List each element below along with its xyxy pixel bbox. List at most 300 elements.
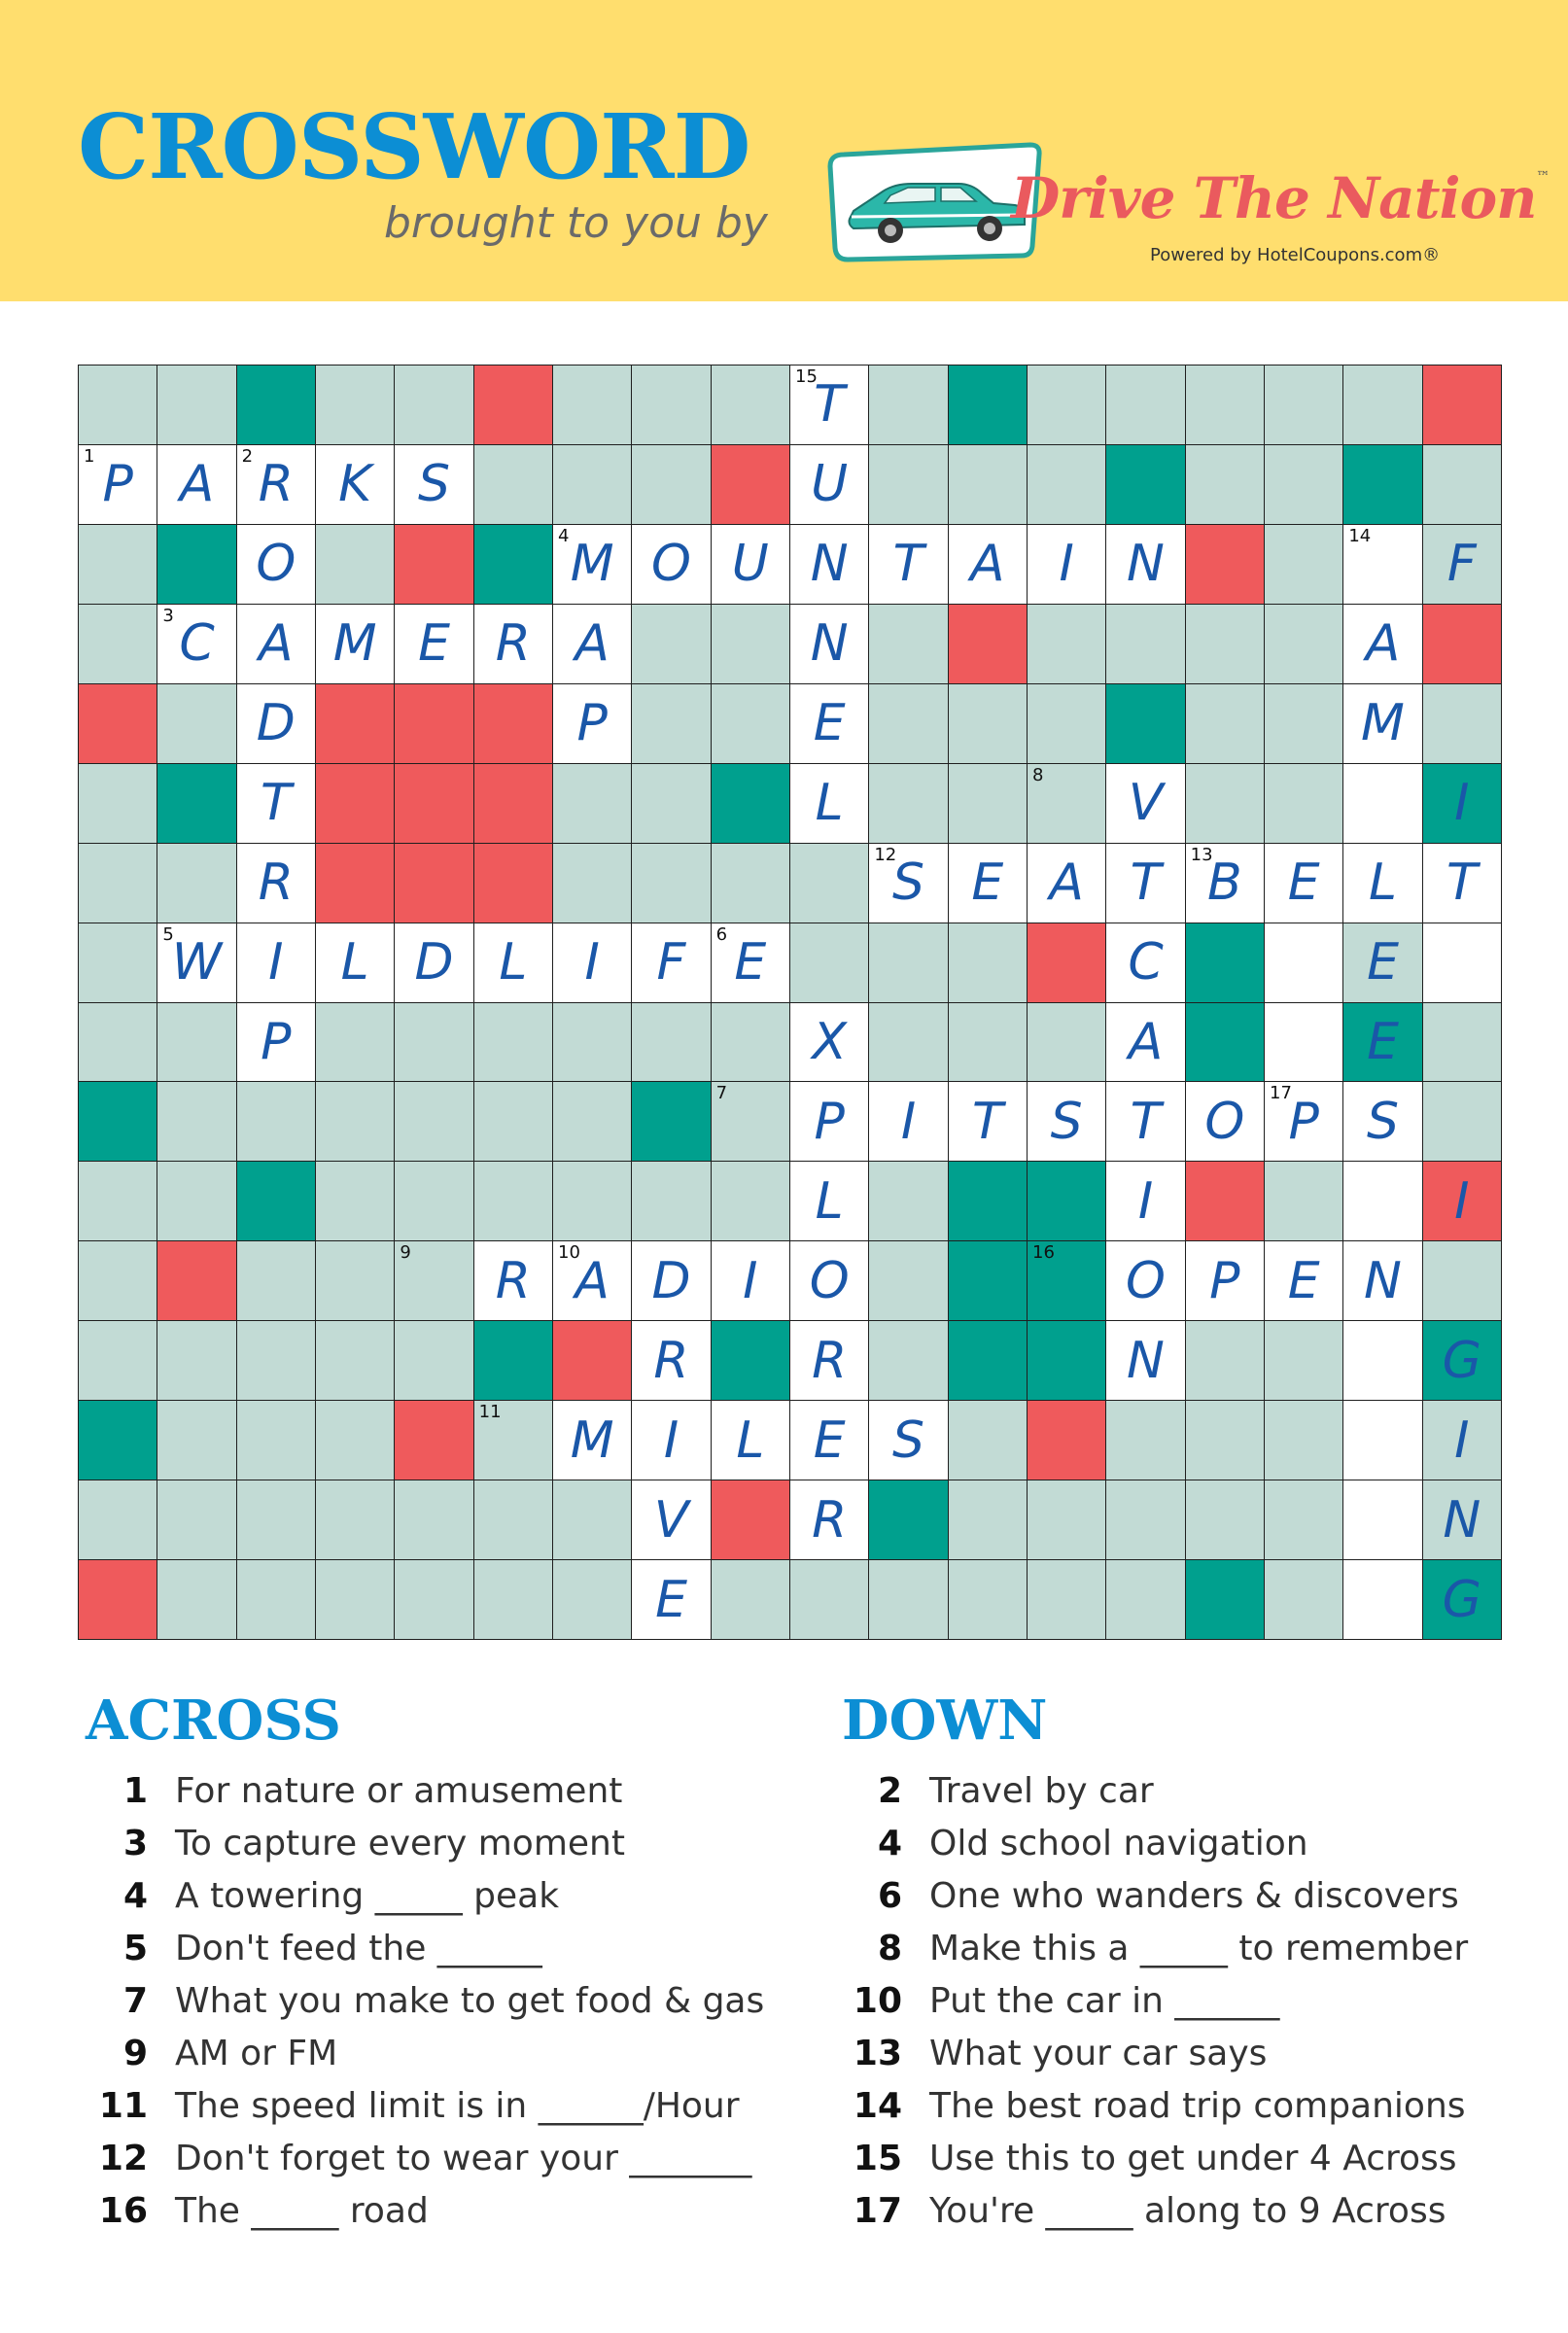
grid-cell — [473, 1081, 553, 1162]
clue-item-text: The speed limit is in ______/Hour — [175, 2086, 740, 2126]
grid-cell — [1185, 604, 1265, 684]
answer-letter: L — [736, 1410, 765, 1470]
grid-cell — [1185, 923, 1265, 1003]
grid-cell — [78, 1559, 157, 1640]
grid-cell — [789, 1559, 869, 1640]
answer-cell[interactable] — [789, 1480, 869, 1560]
grid-cell — [394, 1559, 473, 1640]
answer-letter: B — [1206, 853, 1242, 913]
grid-cell — [1027, 923, 1106, 1003]
answer-cell[interactable] — [236, 524, 316, 605]
grid-cell — [948, 1559, 1028, 1640]
answer-cell[interactable] — [789, 763, 869, 844]
answer-cell[interactable] — [1105, 923, 1185, 1003]
answer-letter: T — [892, 535, 924, 594]
answer-cell[interactable] — [631, 1240, 711, 1321]
grid-cell — [1105, 1480, 1185, 1560]
grid-cell — [315, 683, 395, 764]
answer-letter: T — [1130, 1092, 1162, 1151]
clue-item-text: You're _____ along to 9 Across — [929, 2191, 1446, 2231]
answer-cell[interactable] — [631, 1480, 711, 1560]
answer-cell[interactable] — [394, 444, 473, 525]
answer-letter: M — [570, 535, 614, 594]
clue-item-text: Make this a _____ to remember — [929, 1929, 1469, 1968]
grid-cell — [552, 843, 632, 923]
grid-cell — [394, 1081, 473, 1162]
answer-letter: F — [656, 933, 686, 992]
grid-cell — [394, 683, 473, 764]
answer-cell[interactable] — [473, 604, 553, 684]
answer-cell[interactable] — [1027, 1081, 1106, 1162]
grid-cell — [473, 763, 553, 844]
clue-item-number: 6 — [877, 1876, 902, 1916]
grid-cell — [394, 1002, 473, 1083]
grid-cell — [315, 1240, 395, 1321]
answer-letter: G — [1442, 1570, 1481, 1629]
answer-letter: L — [1369, 853, 1397, 913]
grid-cell — [1422, 1081, 1502, 1162]
answer-cell[interactable] — [789, 683, 869, 764]
grid-cell — [78, 843, 157, 923]
grid-cell — [394, 763, 473, 844]
answer-cell[interactable] — [1422, 923, 1502, 1003]
answer-cell[interactable] — [552, 683, 632, 764]
clue-item-text: Put the car in ______ — [929, 1981, 1280, 2021]
grid-cell — [473, 365, 553, 445]
answer-cell[interactable] — [236, 604, 316, 684]
grid-cell — [157, 1480, 236, 1560]
grid-cell — [78, 923, 157, 1003]
clue-item-number: 5 — [122, 1929, 148, 1968]
clue-item-number: 14 — [853, 2086, 902, 2126]
answer-cell[interactable] — [552, 923, 632, 1003]
answer-cell[interactable] — [1342, 683, 1422, 764]
answer-cell[interactable] — [552, 524, 632, 605]
grid-cell — [1027, 683, 1106, 764]
grid-cell — [157, 365, 236, 445]
answer-letter: N — [810, 614, 849, 674]
answer-letter: E — [734, 933, 767, 992]
clue-item-number: 16 — [98, 2191, 148, 2231]
answer-cell[interactable] — [1342, 524, 1422, 605]
grid-cell — [236, 1161, 316, 1241]
answer-letter: O — [809, 1251, 850, 1310]
answer-letter: D — [256, 694, 296, 753]
answer-cell[interactable] — [789, 1240, 869, 1321]
grid-cell — [868, 1240, 948, 1321]
grid-cell — [157, 843, 236, 923]
grid-cell — [1185, 1559, 1265, 1640]
grid-cell — [1027, 604, 1106, 684]
answer-letter: A — [575, 614, 610, 674]
grid-cell — [236, 365, 316, 445]
grid-cell — [552, 1480, 632, 1560]
clue-item-text: Don't forget to wear your _______ — [175, 2139, 752, 2178]
answer-cell[interactable] — [711, 1400, 790, 1480]
answer-cell[interactable] — [631, 1559, 711, 1640]
answer-letter: L — [815, 774, 844, 833]
grid-cell — [552, 1081, 632, 1162]
clue-item-number: 11 — [98, 2086, 148, 2126]
grid-cell — [1422, 524, 1502, 605]
answer-letter: P — [1288, 1092, 1319, 1151]
answer-letter: T — [1446, 853, 1478, 913]
answer-cell[interactable] — [1264, 1081, 1343, 1162]
answer-cell[interactable] — [789, 604, 869, 684]
answer-letter: I — [743, 1251, 758, 1310]
answer-letter: D — [414, 933, 454, 992]
answer-cell[interactable] — [473, 923, 553, 1003]
grid-cell — [1264, 763, 1343, 844]
answer-cell[interactable] — [1105, 843, 1185, 923]
answer-cell[interactable] — [711, 923, 790, 1003]
grid-cell — [1342, 444, 1422, 525]
grid-cell — [711, 604, 790, 684]
answer-letter: I — [584, 933, 600, 992]
trademark-symbol: ™ — [1536, 169, 1550, 185]
grid-cell — [1185, 763, 1265, 844]
answer-cell[interactable] — [711, 524, 790, 605]
answer-cell[interactable] — [1264, 1240, 1343, 1321]
answer-cell[interactable] — [948, 843, 1028, 923]
answer-cell[interactable] — [868, 524, 948, 605]
grid-cell — [1027, 1002, 1106, 1083]
clue-number: 14 — [1348, 525, 1372, 546]
clue-item-text: The best road trip companions — [929, 2086, 1466, 2126]
answer-cell[interactable] — [631, 1320, 711, 1401]
answer-letter: I — [663, 1410, 679, 1470]
answer-letter: S — [1050, 1092, 1083, 1151]
grid-cell — [78, 524, 157, 605]
clue-number: 17 — [1270, 1083, 1292, 1104]
grid-cell — [948, 365, 1028, 445]
clue-item-text: Travel by car — [929, 1771, 1154, 1811]
clue-item-text: One who wanders & discovers — [929, 1876, 1459, 1916]
clue-number: 13 — [1190, 844, 1213, 865]
answer-letter: E — [1287, 1251, 1320, 1310]
grid-cell — [631, 1161, 711, 1241]
clue-item-number: 12 — [98, 2139, 148, 2178]
clue-number: 5 — [162, 923, 174, 945]
grid-cell — [948, 1480, 1028, 1560]
clue-item-text: A towering _____ peak — [175, 1876, 560, 1916]
answer-cell[interactable] — [1264, 843, 1343, 923]
grid-cell — [1264, 524, 1343, 605]
answer-letter: L — [815, 1171, 844, 1231]
answer-letter: D — [651, 1251, 691, 1310]
answer-cell[interactable] — [1342, 604, 1422, 684]
answer-cell[interactable] — [236, 683, 316, 764]
answer-letter: S — [417, 455, 450, 514]
grid-cell — [1027, 1480, 1106, 1560]
answer-cell[interactable] — [236, 444, 316, 525]
answer-cell[interactable] — [1105, 524, 1185, 605]
clue-item-number: 4 — [877, 1824, 902, 1863]
answer-cell[interactable] — [1342, 1240, 1422, 1321]
clue-number: 4 — [558, 525, 570, 546]
answer-letter: I — [1454, 774, 1470, 833]
answer-cell[interactable] — [1185, 1240, 1265, 1321]
answer-letter: G — [1442, 1331, 1481, 1390]
grid-cell — [1027, 763, 1106, 844]
clue-item-text: For nature or amusement — [175, 1771, 623, 1811]
grid-cell — [711, 1320, 790, 1401]
grid-cell — [394, 524, 473, 605]
across-heading: ACROSS — [86, 1689, 341, 1753]
clue-number: 15 — [795, 366, 818, 387]
answer-letter: E — [1367, 1012, 1399, 1071]
answer-cell[interactable] — [1105, 1320, 1185, 1401]
grid-cell — [711, 683, 790, 764]
answer-cell[interactable] — [236, 843, 316, 923]
grid-cell — [1264, 1480, 1343, 1560]
answer-cell[interactable] — [1105, 1240, 1185, 1321]
crossword-grid — [78, 365, 1501, 1639]
answer-letter: A — [970, 535, 1005, 594]
grid-cell — [394, 365, 473, 445]
answer-cell[interactable] — [236, 923, 316, 1003]
grid-cell — [948, 683, 1028, 764]
grid-cell — [1105, 1400, 1185, 1480]
answer-cell[interactable] — [789, 524, 869, 605]
answer-cell[interactable] — [789, 1161, 869, 1241]
answer-cell[interactable] — [1342, 1480, 1422, 1560]
answer-cell[interactable] — [868, 1081, 948, 1162]
answer-cell[interactable] — [1264, 923, 1343, 1003]
answer-cell[interactable] — [1342, 763, 1422, 844]
answer-cell[interactable] — [1342, 843, 1422, 923]
grid-cell — [1422, 1161, 1502, 1241]
answer-cell[interactable] — [789, 1400, 869, 1480]
answer-cell[interactable] — [868, 1400, 948, 1480]
answer-letter: S — [891, 853, 924, 913]
grid-cell — [236, 1559, 316, 1640]
grid-cell — [236, 1240, 316, 1321]
answer-letter: N — [1127, 1331, 1165, 1390]
answer-letter: C — [1128, 933, 1164, 992]
answer-letter: T — [1130, 853, 1162, 913]
grid-cell — [473, 1480, 553, 1560]
grid-cell — [1264, 444, 1343, 525]
answer-cell[interactable] — [552, 1400, 632, 1480]
grid-cell — [1185, 1400, 1265, 1480]
answer-letter: A — [1049, 853, 1084, 913]
answer-letter: N — [1364, 1251, 1402, 1310]
answer-letter: E — [813, 694, 846, 753]
answer-cell[interactable] — [236, 1002, 316, 1083]
answer-cell[interactable] — [552, 604, 632, 684]
clue-number: 10 — [558, 1242, 580, 1264]
clue-item-number: 8 — [877, 1929, 902, 1968]
answer-cell[interactable] — [1105, 1002, 1185, 1083]
answer-cell[interactable] — [236, 763, 316, 844]
answer-cell[interactable] — [948, 1081, 1028, 1162]
answer-cell[interactable] — [552, 1240, 632, 1321]
answer-cell[interactable] — [948, 524, 1028, 605]
answer-letter: F — [1446, 535, 1477, 594]
answer-cell[interactable] — [157, 923, 236, 1003]
clue-item-number: 9 — [122, 2034, 148, 2073]
answer-letter: P — [261, 1012, 292, 1071]
grid-cell — [1422, 1240, 1502, 1321]
grid-cell — [711, 1480, 790, 1560]
grid-cell — [1185, 524, 1265, 605]
answer-cell[interactable] — [631, 923, 711, 1003]
answer-cell[interactable] — [1027, 843, 1106, 923]
grid-cell — [631, 1081, 711, 1162]
clue-item-number: 10 — [853, 1981, 902, 2021]
answer-letter: O — [1204, 1092, 1245, 1151]
answer-cell[interactable] — [1105, 1161, 1185, 1241]
answer-letter: N — [1127, 535, 1165, 594]
answer-cell[interactable] — [1422, 843, 1502, 923]
grid-cell — [552, 1320, 632, 1401]
grid-cell — [1422, 604, 1502, 684]
answer-letter: R — [812, 1331, 848, 1390]
answer-letter: W — [171, 933, 223, 992]
answer-cell[interactable] — [1105, 1081, 1185, 1162]
grid-cell — [552, 763, 632, 844]
grid-cell — [631, 843, 711, 923]
grid-cell — [631, 444, 711, 525]
grid-cell — [868, 923, 948, 1003]
grid-cell — [1185, 365, 1265, 445]
grid-cell — [236, 1480, 316, 1560]
grid-cell — [1027, 1240, 1106, 1321]
answer-letter: N — [1443, 1490, 1481, 1550]
answer-letter: R — [258, 853, 294, 913]
grid-cell — [394, 843, 473, 923]
grid-cell — [948, 1161, 1028, 1241]
grid-cell — [1342, 923, 1422, 1003]
answer-letter: X — [812, 1012, 847, 1071]
grid-cell — [78, 365, 157, 445]
grid-cell — [711, 1559, 790, 1640]
grid-cell — [157, 1559, 236, 1640]
answer-cell[interactable] — [631, 524, 711, 605]
answer-cell[interactable] — [157, 604, 236, 684]
grid-cell — [473, 444, 553, 525]
answer-letter: V — [1128, 774, 1164, 833]
grid-cell — [473, 1161, 553, 1241]
answer-cell[interactable] — [1185, 1081, 1265, 1162]
grid-cell — [1422, 1480, 1502, 1560]
answer-cell[interactable] — [1342, 1161, 1422, 1241]
clue-number: 8 — [1032, 764, 1044, 785]
grid-cell — [948, 1002, 1028, 1083]
answer-cell[interactable] — [1185, 843, 1265, 923]
answer-cell[interactable] — [473, 1240, 553, 1321]
answer-letter: M — [570, 1410, 614, 1470]
clue-item-number: 7 — [122, 1981, 148, 2021]
answer-cell[interactable] — [1105, 763, 1185, 844]
answer-cell[interactable] — [868, 843, 948, 923]
answer-cell[interactable] — [789, 1081, 869, 1162]
answer-cell[interactable] — [78, 444, 157, 525]
grid-cell — [473, 843, 553, 923]
clue-item-number: 13 — [853, 2034, 902, 2073]
answer-letter: I — [1454, 1410, 1470, 1470]
answer-cell[interactable] — [1342, 1081, 1422, 1162]
grid-cell — [631, 365, 711, 445]
clue-item-text: To capture every moment — [175, 1824, 625, 1863]
answer-cell[interactable] — [1027, 524, 1106, 605]
grid-cell — [711, 763, 790, 844]
answer-cell[interactable] — [789, 1002, 869, 1083]
answer-cell[interactable] — [1264, 1002, 1343, 1083]
answer-cell[interactable] — [315, 923, 395, 1003]
grid-cell — [1105, 1559, 1185, 1640]
grid-cell — [1422, 1320, 1502, 1401]
grid-cell — [1422, 444, 1502, 525]
answer-cell[interactable] — [1342, 1320, 1422, 1401]
grid-cell — [948, 923, 1028, 1003]
grid-cell — [552, 444, 632, 525]
grid-cell — [78, 1320, 157, 1401]
grid-cell — [157, 524, 236, 605]
grid-cell — [1264, 1559, 1343, 1640]
answer-cell[interactable] — [711, 1240, 790, 1321]
answer-cell[interactable] — [394, 923, 473, 1003]
grid-cell — [868, 604, 948, 684]
answer-cell[interactable] — [789, 444, 869, 525]
grid-cell — [315, 1002, 395, 1083]
clue-item-text: What you make to get food & gas — [175, 1981, 765, 2021]
answer-letter: O — [1126, 1251, 1166, 1310]
grid-cell — [789, 843, 869, 923]
grid-cell — [1422, 1002, 1502, 1083]
answer-letter: E — [1287, 853, 1320, 913]
down-heading: DOWN — [842, 1689, 1048, 1753]
clue-item-text: Old school navigation — [929, 1824, 1308, 1863]
answer-cell[interactable] — [394, 604, 473, 684]
grid-cell — [948, 444, 1028, 525]
answer-letter: A — [179, 455, 215, 514]
grid-cell — [868, 1161, 948, 1241]
grid-cell — [78, 1240, 157, 1321]
grid-cell — [78, 1480, 157, 1560]
grid-cell — [631, 604, 711, 684]
grid-cell — [1264, 1400, 1343, 1480]
grid-cell — [1185, 1320, 1265, 1401]
grid-cell — [711, 1161, 790, 1241]
grid-cell — [552, 365, 632, 445]
answer-cell[interactable] — [1342, 1400, 1422, 1480]
grid-cell — [473, 1400, 553, 1480]
grid-cell — [1185, 444, 1265, 525]
answer-cell[interactable] — [315, 604, 395, 684]
grid-cell — [157, 763, 236, 844]
answer-cell[interactable] — [789, 1320, 869, 1401]
grid-cell — [473, 1559, 553, 1640]
powered-by-text: Powered by HotelCoupons.com® — [1150, 245, 1441, 265]
answer-letter: E — [813, 1410, 846, 1470]
answer-cell[interactable] — [789, 365, 869, 445]
answer-cell[interactable] — [315, 444, 395, 525]
answer-letter: P — [102, 455, 133, 514]
grid-cell — [394, 1161, 473, 1241]
grid-cell — [236, 1400, 316, 1480]
grid-cell — [868, 1559, 948, 1640]
grid-cell — [1264, 683, 1343, 764]
grid-cell — [78, 763, 157, 844]
grid-cell — [394, 1240, 473, 1321]
answer-cell[interactable] — [1342, 1559, 1422, 1640]
answer-cell[interactable] — [157, 444, 236, 525]
answer-cell[interactable] — [631, 1400, 711, 1480]
answer-letter: T — [971, 1092, 1003, 1151]
answer-letter: E — [418, 614, 450, 674]
